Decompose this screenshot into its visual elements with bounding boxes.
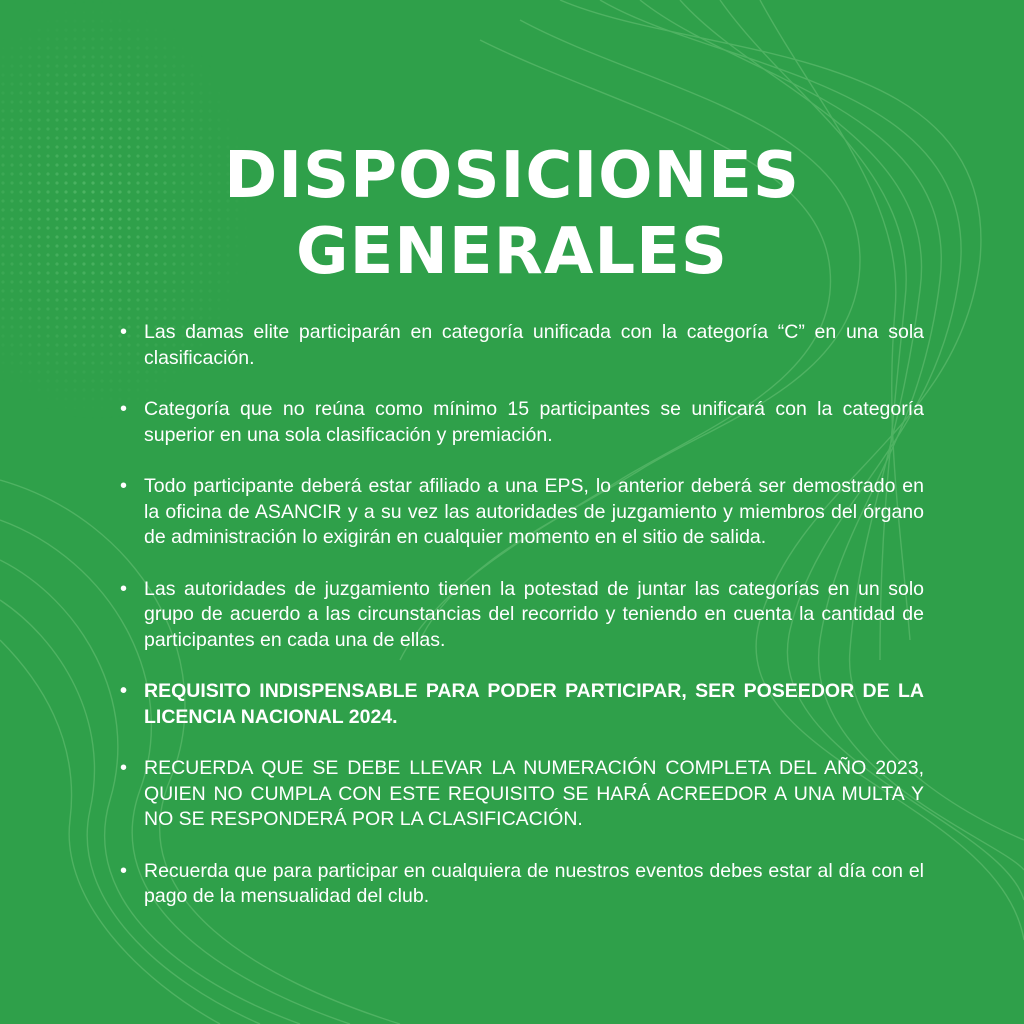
title-line-1: DISPOSICIONES [224, 139, 800, 213]
list-item-text: Las damas elite participarán en categoría unificada con la categoría “C” en una sola clasificación. [144, 321, 924, 369]
list-item-text: REQUISITO INDISPENSABLE PARA PODER PARTICIPAR, SER POSEEDOR DE LA LICENCIA NACIONAL 2024. [144, 680, 924, 728]
list-item-text: Las autoridades de juzgamiento tienen la potestad de juntar las categorías en un solo grupo de acuerdo a las circunstancias del recorrido y teniendo en cuenta la cantidad de participantes en cada una de ellas. [144, 577, 924, 651]
list-item [118, 859, 924, 910]
bullet-icon: • [120, 321, 128, 343]
bullet-icon: • [120, 398, 128, 420]
provisions-list [118, 320, 924, 936]
list-item-text: RECUERDA QUE SE DEBE LLEVAR LA NUMERACIÓN COMPLETA DEL AÑO 2023, QUIEN NO CUMPLA CON ESTE REQUISITO SE HARÁ ACREEDOR A UNA MULTA Y NO SE RESPONDERÁ POR LA CLASIFICACIÓN. [144, 757, 924, 830]
bullet-icon: • [120, 475, 128, 497]
list-item-text: Categoría que no reúna como mínimo 15 participantes se unificará con la categoría superior en una sola clasificación y premiación. [144, 398, 924, 446]
bullet-icon: • [120, 757, 128, 779]
list-item [118, 320, 924, 371]
list-item [118, 577, 924, 654]
page-title [0, 138, 1024, 290]
bullet-icon: • [120, 577, 128, 600]
list-item [118, 474, 924, 551]
list-item [118, 756, 924, 833]
bullet-icon: • [120, 859, 128, 882]
list-item-text: Todo participante deberá estar afiliado a una EPS, lo anterior deberá ser demostrado en la oficina de ASANCIR y a su vez las autoridades de juzgamiento y miembros del órgano de administración lo exigirán en cualquier momento en el sitio de salida. [144, 475, 924, 548]
list-item-text: Recuerda que para participar en cualquiera de nuestros eventos debes estar al día con el pago de la mensualidad del club. [144, 859, 924, 907]
list-item-requirement [118, 679, 924, 730]
bullet-icon: • [120, 680, 128, 702]
title-line-2: GENERALES [296, 215, 728, 289]
list-item [118, 397, 924, 448]
